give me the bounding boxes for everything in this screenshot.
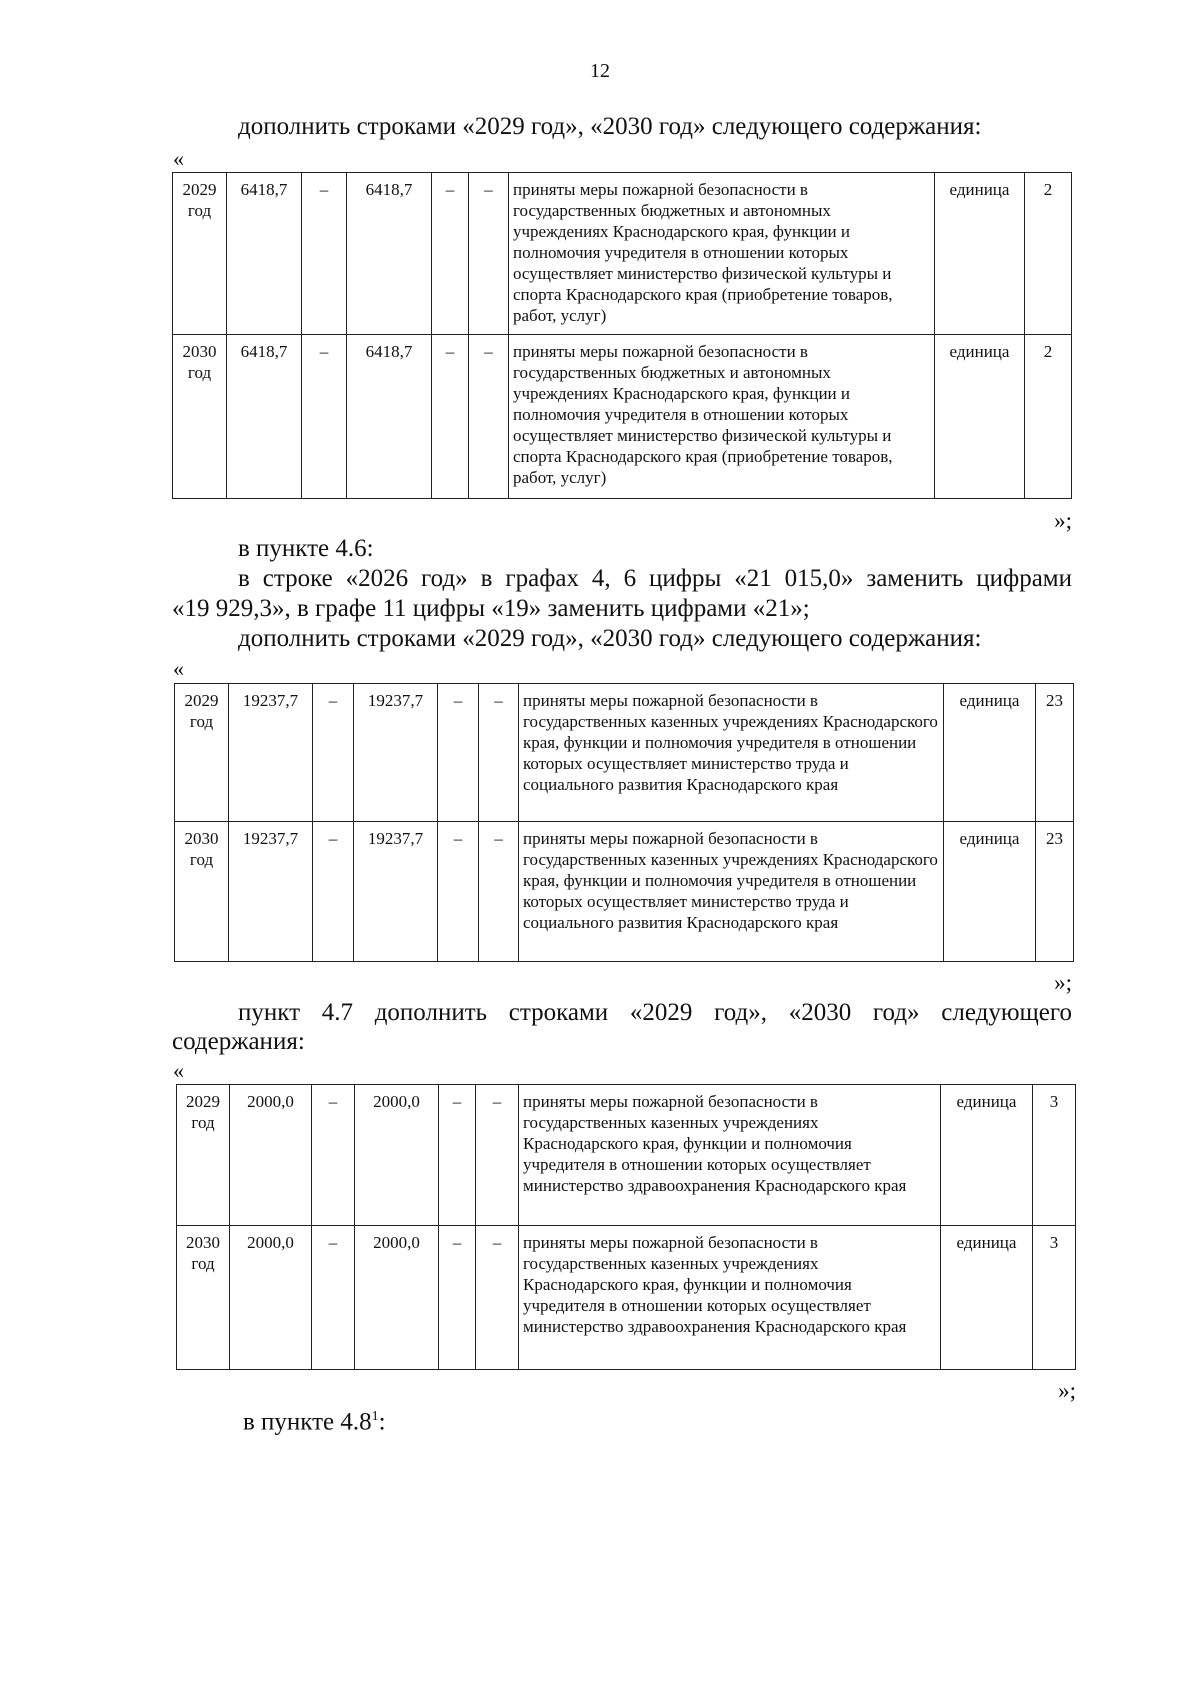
value-cell: 23 xyxy=(1036,822,1074,962)
amount-cell: 19237,7 xyxy=(354,822,438,962)
description-cell: приняты меры пожарной безопасности в государственных казенных учреждениях Краснодарского края, функции и полномочия учредителя в отношении которых осуществляет министерство здравоохранения Краснодарского края xyxy=(519,1085,941,1226)
unit-cell: единица xyxy=(935,335,1025,499)
dash-cell: – xyxy=(479,822,519,962)
dash-cell: – xyxy=(312,1226,355,1370)
amount-cell: 6418,7 xyxy=(227,335,302,499)
description-cell: приняты меры пожарной безопасности в государственных казенных учреждениях Краснодарского края, функции и полномочия учредителя в отношении которых осуществляет министерство здравоохранения Краснодарского края xyxy=(519,1226,941,1370)
table-row xyxy=(177,1226,1076,1370)
amount-cell: 6418,7 xyxy=(347,335,432,499)
value-cell: 2 xyxy=(1025,173,1072,335)
dash-cell: – xyxy=(313,684,354,822)
block2-table xyxy=(174,683,1074,962)
block1-intro: дополнить строками «2029 год», «2030 год» следующего содержания: xyxy=(238,113,982,140)
value-cell: 3 xyxy=(1033,1085,1076,1226)
year-cell: 2029 год xyxy=(175,684,229,822)
description-cell: приняты меры пожарной безопасности в государственных казенных учреждениях Краснодарского края, функции и полномочия учредителя в отношении которых осуществляет министерство труда и социального развития Краснодарского края xyxy=(519,822,944,962)
table-row xyxy=(173,173,1072,335)
dash-cell: – xyxy=(439,1085,476,1226)
block3-open-quote: « xyxy=(173,1058,184,1083)
amount-cell: 19237,7 xyxy=(229,822,313,962)
dash-cell: – xyxy=(312,1085,355,1226)
dash-cell: – xyxy=(476,1226,519,1370)
dash-cell: – xyxy=(438,684,479,822)
final-heading-superscript: 1 xyxy=(371,1409,379,1424)
page-number: 12 xyxy=(590,60,610,82)
dash-cell: – xyxy=(302,335,347,499)
amount-cell: 2000,0 xyxy=(355,1085,439,1226)
dash-cell: – xyxy=(469,173,509,335)
block1-close-quote: »; xyxy=(1054,508,1072,533)
unit-cell: единица xyxy=(941,1085,1033,1226)
amount-cell: 2000,0 xyxy=(355,1226,439,1370)
description-cell: приняты меры пожарной безопасности в государственных бюджетных и автономных учреждениях Краснодарского края, функции и полномочия учредителя в отношении которых осуществляет министерство физической культуры и спорта Краснодарского края (приобретение товаров, работ, услуг) xyxy=(509,335,935,499)
description-cell: приняты меры пожарной безопасности в государственных бюджетных и автономных учреждениях Краснодарского края, функции и полномочия учредителя в отношении которых осуществляет министерство физической культуры и спорта Краснодарского края (приобретение товаров, работ, услуг) xyxy=(509,173,935,335)
table-row xyxy=(175,684,1074,822)
final-heading xyxy=(243,1402,386,1436)
year-cell: 2030 год xyxy=(175,822,229,962)
block1-open-quote: « xyxy=(173,146,184,171)
amount-cell: 2000,0 xyxy=(230,1226,312,1370)
block3-intro-line1: пункт 4.7 дополнить строками «2029 год», «2030 год» следующего xyxy=(238,999,1072,1026)
dash-cell: – xyxy=(439,1226,476,1370)
block2-intro: дополнить строками «2029 год», «2030 год» следующего содержания: xyxy=(238,625,982,652)
block3-close-quote: »; xyxy=(1058,1378,1076,1403)
dash-cell: – xyxy=(313,822,354,962)
block3-table xyxy=(176,1084,1076,1370)
unit-cell: единица xyxy=(944,684,1036,822)
year-cell: 2030 год xyxy=(173,335,227,499)
amount-cell: 19237,7 xyxy=(229,684,313,822)
block2-change-line1: в строке «2026 год» в графах 4, 6 цифры «21 015,0» заменить цифрами xyxy=(238,565,1072,592)
block2-heading: в пункте 4.6: xyxy=(238,535,374,562)
unit-cell: единица xyxy=(935,173,1025,335)
amount-cell: 6418,7 xyxy=(227,173,302,335)
unit-cell: единица xyxy=(941,1226,1033,1370)
block2-close-quote: »; xyxy=(1054,970,1072,995)
final-heading-suffix: : xyxy=(378,1408,386,1436)
year-cell: 2029 год xyxy=(177,1085,230,1226)
dash-cell: – xyxy=(479,684,519,822)
table-row xyxy=(175,822,1074,962)
dash-cell: – xyxy=(432,335,469,499)
block2-open-quote: « xyxy=(173,656,184,681)
table-row xyxy=(173,335,1072,499)
final-heading-text: в пункте 4.8 xyxy=(243,1408,372,1436)
amount-cell: 6418,7 xyxy=(347,173,432,335)
year-cell: 2029 год xyxy=(173,173,227,335)
block3-intro-line2: содержания: xyxy=(172,1028,305,1055)
description-cell: приняты меры пожарной безопасности в государственных казенных учреждениях Краснодарского края, функции и полномочия учредителя в отношении которых осуществляет министерство труда и социального развития Краснодарского края xyxy=(519,684,944,822)
amount-cell: 2000,0 xyxy=(230,1085,312,1226)
dash-cell: – xyxy=(476,1085,519,1226)
amount-cell: 19237,7 xyxy=(354,684,438,822)
year-cell: 2030 год xyxy=(177,1226,230,1370)
value-cell: 3 xyxy=(1033,1226,1076,1370)
value-cell: 2 xyxy=(1025,335,1072,499)
value-cell: 23 xyxy=(1036,684,1074,822)
table-row xyxy=(177,1085,1076,1226)
dash-cell: – xyxy=(302,173,347,335)
dash-cell: – xyxy=(432,173,469,335)
dash-cell: – xyxy=(438,822,479,962)
unit-cell: единица xyxy=(944,822,1036,962)
block2-change-line2: «19 929,3», в графе 11 цифры «19» заменить цифрами «21»; xyxy=(172,595,810,622)
block1-table xyxy=(172,172,1072,499)
dash-cell: – xyxy=(469,335,509,499)
